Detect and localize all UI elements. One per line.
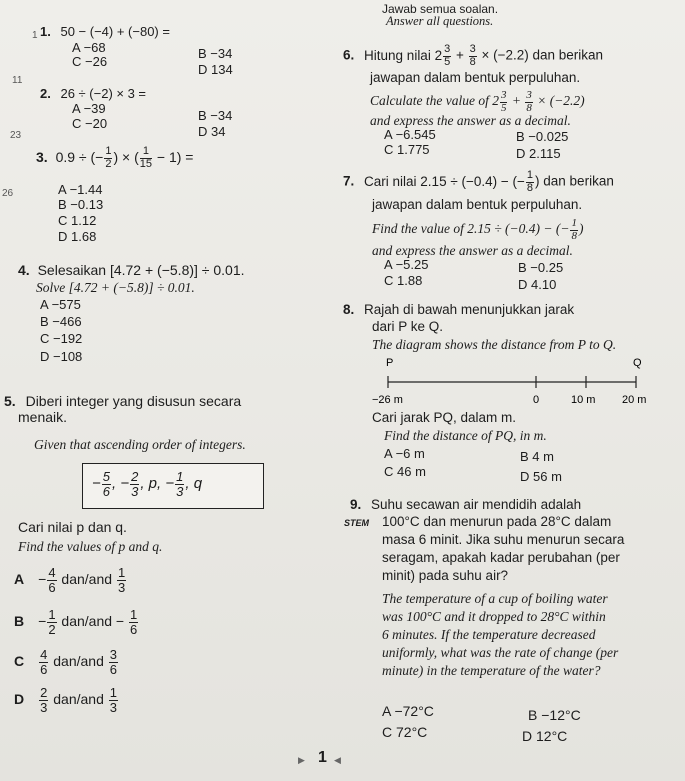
question-malay-cont: dari P ke Q. xyxy=(372,319,444,334)
option-b[interactable]: B − $\frac{1}{2}$ dan/and − $\frac{1}{6}$ xyxy=(14,607,138,637)
fraction: $\frac{1}{2}$ xyxy=(105,145,112,170)
option-d[interactable]: D 2.115 xyxy=(516,146,561,161)
expression-part: ) × ( xyxy=(113,148,139,165)
question-7: 7. Cari nilai 2.15 ÷ (−0.4) − (− $\frac{1}{8}$ ) dan berikan xyxy=(343,169,614,194)
question-malay: Diberi integer yang disusun secara xyxy=(25,393,242,409)
question-number: 9. xyxy=(350,497,362,512)
ask-malay: Cari nilai p dan q. xyxy=(18,519,127,535)
question-line: minit) pada suhu air? xyxy=(382,568,509,583)
option-a[interactable]: A −72°C xyxy=(382,703,434,719)
margin-mark: 26 xyxy=(2,188,14,199)
option-b[interactable]: B −12°C xyxy=(528,707,581,723)
question-english-line: 6 minutes. If the temperature decreased xyxy=(382,627,596,642)
question-line: seragam, apakah kadar perubahan (per xyxy=(382,550,620,565)
question-english: Given that ascending order of integers. xyxy=(34,437,246,452)
option-b[interactable]: B −0.25 xyxy=(518,260,564,275)
question-english: The diagram shows the distance from P to Q. xyxy=(372,337,617,352)
margin-mark: 11 xyxy=(12,75,23,86)
option-b[interactable]: B −34 xyxy=(198,46,233,61)
question-malay-cont: jawapan dalam bentuk perpuluhan. xyxy=(370,70,581,85)
tick-label: 0 xyxy=(533,394,540,406)
margin-mark: 23 xyxy=(10,130,22,141)
option-b[interactable]: B 4 m xyxy=(520,449,554,464)
question-malay-cont: jawapan dalam bentuk perpuluhan. xyxy=(372,197,583,212)
question-line: 100°C dan menurun pada 28°C dalam xyxy=(382,514,612,529)
option-b[interactable]: B −466 xyxy=(40,314,82,329)
option-c[interactable]: C 1.775 xyxy=(384,142,430,157)
ask-english: Find the values of p and q. xyxy=(18,539,163,554)
expression-part: − 1) = xyxy=(153,148,194,165)
option-a[interactable]: A −39 xyxy=(72,101,106,116)
question-english-line: uniformly, what was the rate of change (per xyxy=(382,645,619,660)
option-d[interactable]: D 1.68 xyxy=(58,229,97,244)
point-q-label: Q xyxy=(633,357,642,369)
question-3 xyxy=(36,146,193,170)
tick-label: 10 m xyxy=(571,394,596,406)
page-number: 1 xyxy=(318,749,327,766)
question-number: 6. xyxy=(343,47,355,63)
question-expression: 26 ÷ (−2) × 3 = xyxy=(60,86,147,101)
option-b[interactable]: B −0.13 xyxy=(58,197,104,212)
question-malay: Rajah di bawah menunjukkan jarak xyxy=(364,302,575,317)
question-number: 4. xyxy=(18,262,30,278)
ask-malay: Cari jarak PQ, dalam m. xyxy=(372,410,517,425)
question-english-line: The temperature of a cup of boiling water xyxy=(382,591,608,606)
option-a[interactable]: A −1.44 xyxy=(58,182,103,197)
option-c[interactable]: C 1.12 xyxy=(58,213,97,228)
question-6: 6. Hitung nilai 2 $\frac{3}{5}$ + $\frac{3}{8}$ × (−2.2) dan berikan xyxy=(343,43,604,68)
number-line-diagram xyxy=(368,355,668,407)
ask-english: Find the distance of PQ, in m. xyxy=(384,428,547,443)
expression-part: 0.9 ÷ (− xyxy=(55,148,104,165)
tick-label: 20 m xyxy=(622,394,647,406)
question-expression: 50 − (−4) + (−80) = xyxy=(60,24,170,39)
instruction-english: Answer all questions. xyxy=(386,14,494,28)
question-number: 3. xyxy=(36,148,48,165)
question-line: masa 6 minit. Jika suhu menurun secara xyxy=(382,532,625,547)
option-a[interactable]: A −6 m xyxy=(384,446,425,461)
question-english-cont: and express the answer as a decimal. xyxy=(372,243,573,258)
question-1 xyxy=(40,24,170,39)
stem-badge: STEM xyxy=(344,518,370,528)
option-c[interactable]: C $\frac{4}{6}$ dan/and $\frac{3}{6}$ xyxy=(14,647,117,677)
fraction: $\frac{1}{15}$ xyxy=(139,145,152,170)
question-8 xyxy=(343,302,574,317)
question-english-line: was 100°C and it dropped to 28°C within xyxy=(382,609,606,624)
question-2 xyxy=(40,86,146,101)
question-english: Find the value of 2.15 ÷ (−0.4) − (− $\frac{1}{8}$ ) xyxy=(372,217,584,242)
option-d[interactable]: D 4.10 xyxy=(518,277,557,292)
option-d[interactable]: D 56 m xyxy=(520,469,562,484)
option-c[interactable]: C 72°C xyxy=(382,724,428,740)
option-a[interactable]: A −68 xyxy=(72,40,106,55)
question-english-cont: and express the answer as a decimal. xyxy=(370,113,571,128)
margin-mark: 1 xyxy=(32,30,38,41)
option-b[interactable]: B −34 xyxy=(198,108,233,123)
question-number: 5. xyxy=(4,393,16,409)
option-a[interactable]: A −6.545 xyxy=(384,127,436,142)
question-number: 2. xyxy=(40,86,51,101)
question-5 xyxy=(4,393,241,409)
point-p-label: P xyxy=(386,357,394,369)
question-9 xyxy=(350,497,581,512)
question-line: Suhu secawan air mendidih adalah xyxy=(371,497,582,512)
integer-sequence: − $\frac{5}{6}$ , − $\frac{2}{3}$ , p, − $\frac{1}{3}$ , q xyxy=(92,469,203,499)
question-malay: Selesaikan [4.72 + (−5.8)] ÷ 0.01. xyxy=(37,262,245,278)
prev-page-arrow[interactable]: ▶ xyxy=(298,755,305,765)
option-c[interactable]: C −26 xyxy=(72,54,108,69)
instruction-malay: Jawab semua soalan. xyxy=(382,2,499,16)
option-b[interactable]: B −0.025 xyxy=(516,129,569,144)
tick-label: −26 m xyxy=(372,394,403,406)
option-a[interactable]: A −5.25 xyxy=(384,257,429,272)
question-number: 1. xyxy=(40,24,51,39)
question-malay-cont: menaik. xyxy=(18,409,68,425)
question-english: Solve [4.72 + (−5.8)] ÷ 0.01. xyxy=(36,280,195,295)
option-a[interactable]: A − $\frac{4}{6}$ dan/and $\frac{1}{3}$ xyxy=(14,565,126,595)
option-d[interactable]: D 12°C xyxy=(522,728,568,744)
question-english: Calculate the value of 2 $\frac{3}{5}$ + $\frac{3}{8}$ × (−2.2) xyxy=(370,89,585,114)
question-4 xyxy=(18,262,245,278)
option-d[interactable]: D 34 xyxy=(198,124,226,139)
option-a[interactable]: A −575 xyxy=(40,297,81,312)
next-page-arrow[interactable]: ◀ xyxy=(334,755,341,765)
question-number: 8. xyxy=(343,302,355,317)
option-d[interactable]: D 134 xyxy=(198,62,233,77)
option-c[interactable]: C −192 xyxy=(40,331,83,346)
option-c[interactable]: C 1.88 xyxy=(384,273,423,288)
option-d[interactable]: D $\frac{2}{3}$ dan/and $\frac{1}{3}$ xyxy=(14,685,117,715)
question-number: 7. xyxy=(343,173,355,189)
question-english-line: minute) in the temperature of the water? xyxy=(382,663,601,678)
option-c[interactable]: C −20 xyxy=(72,116,108,131)
option-c[interactable]: C 46 m xyxy=(384,464,426,479)
option-d[interactable]: D −108 xyxy=(40,349,83,364)
